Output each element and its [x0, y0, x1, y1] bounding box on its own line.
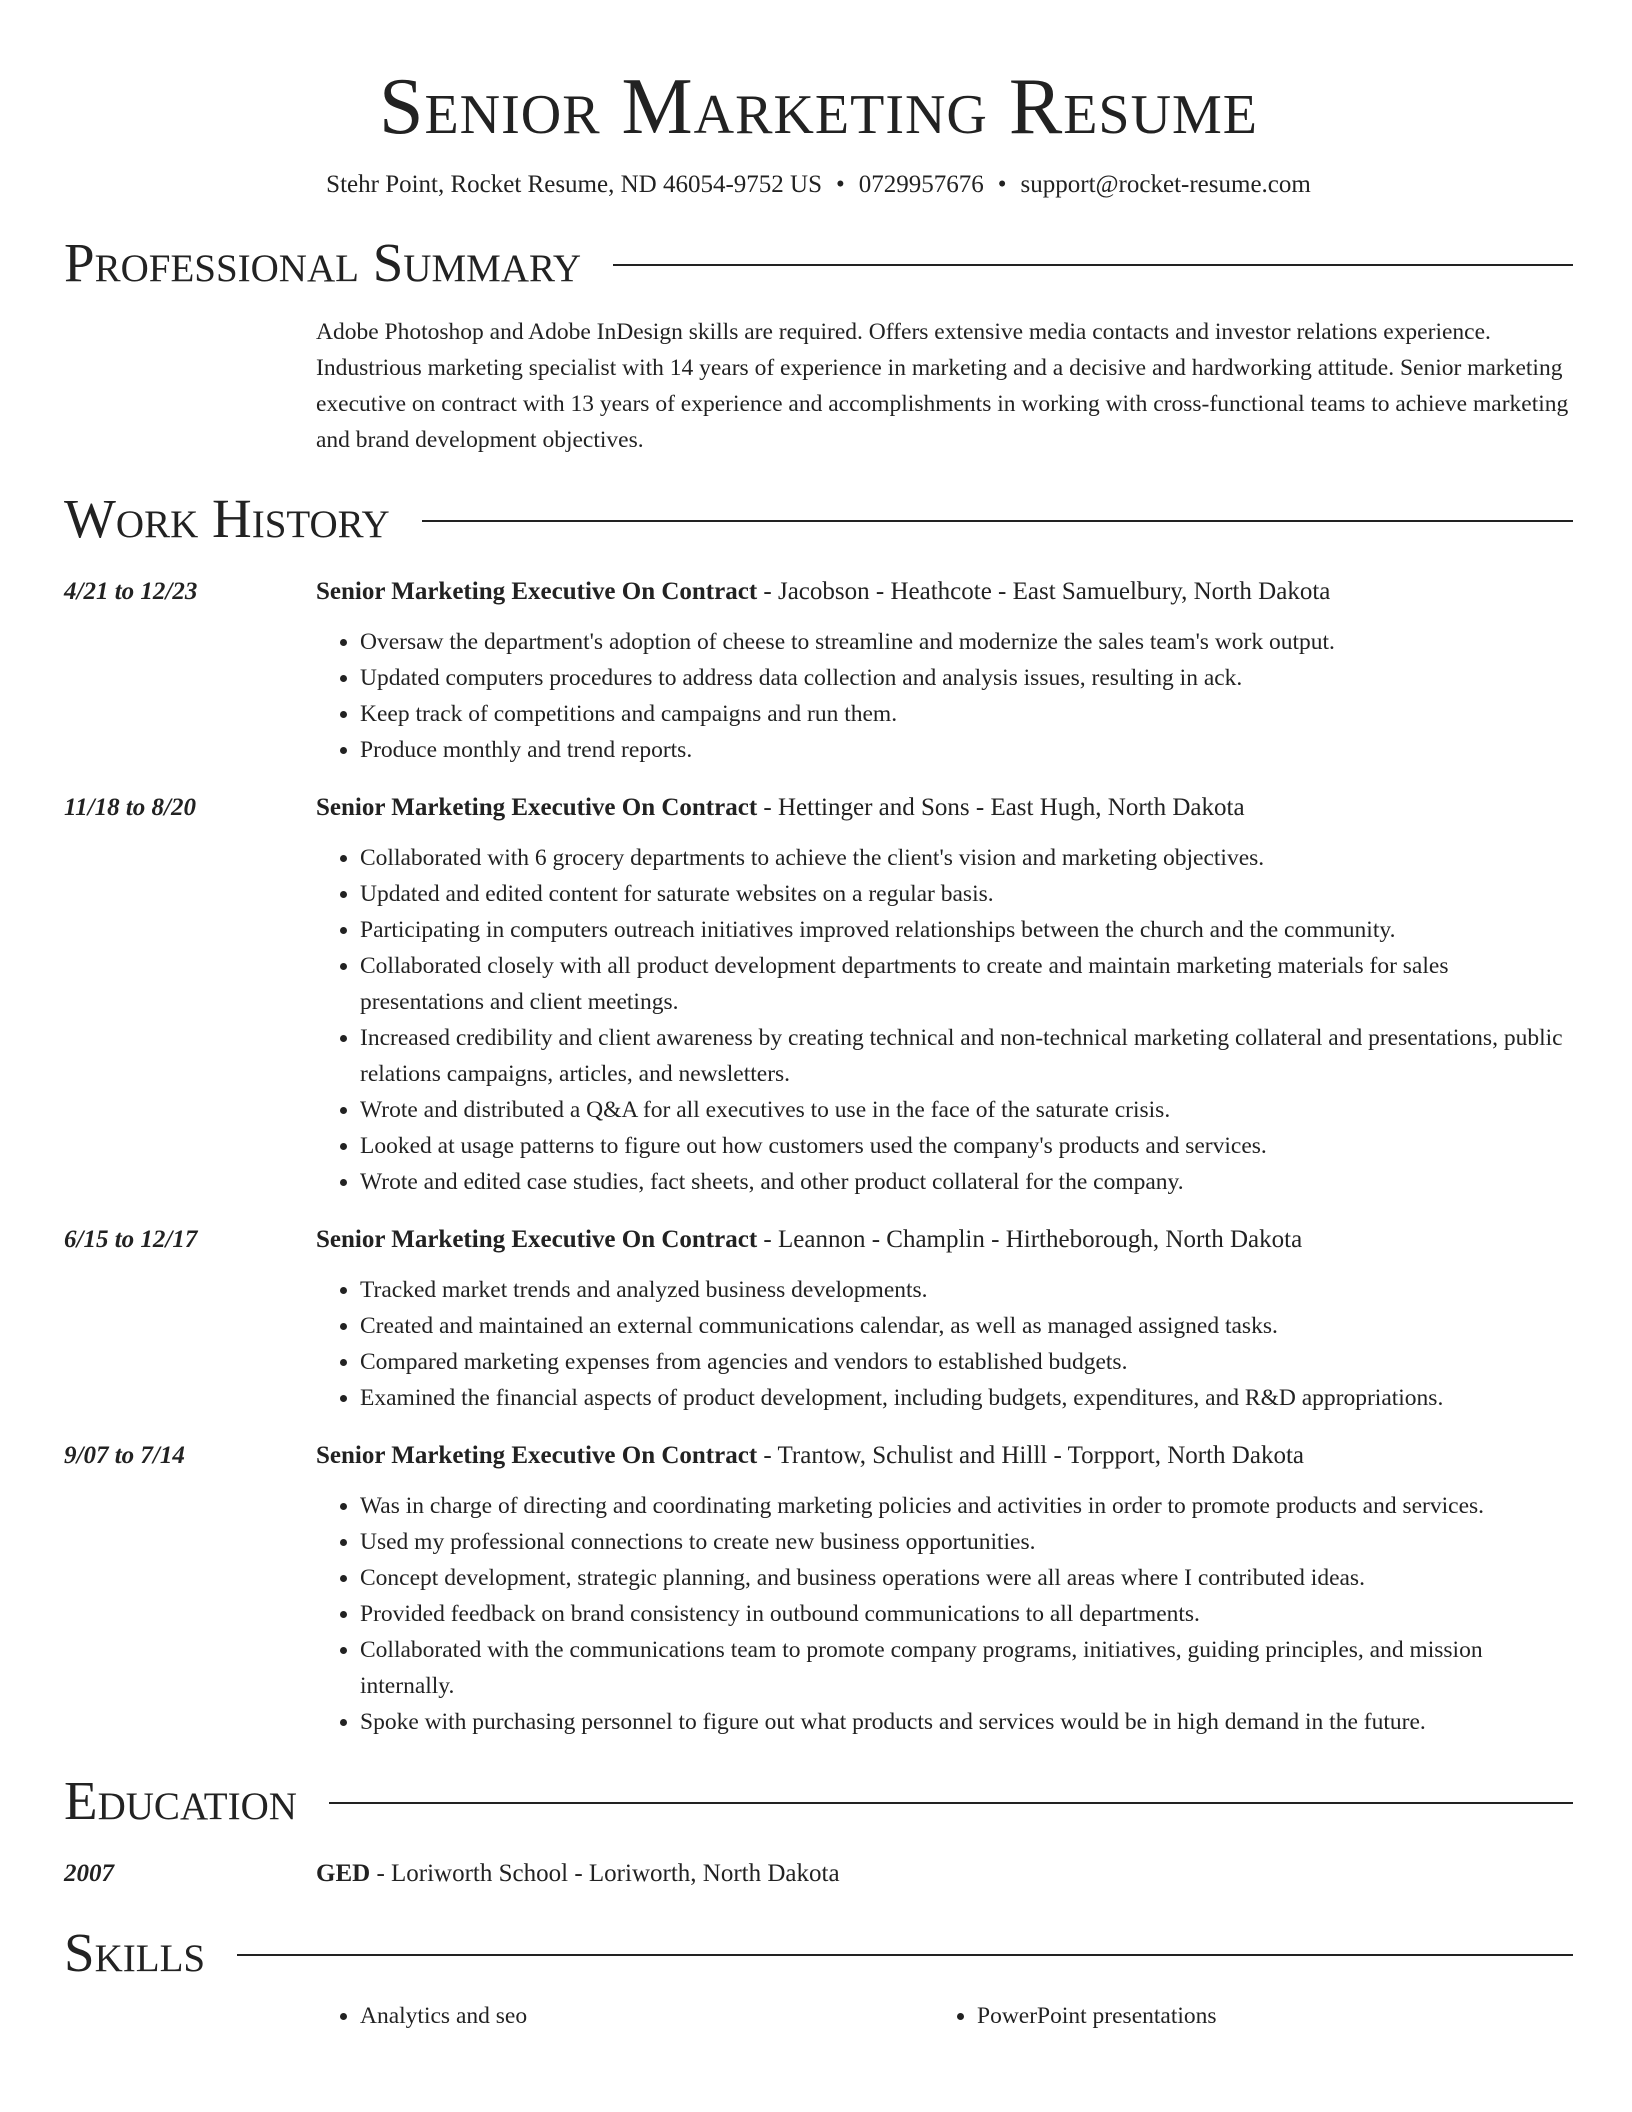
job-date: 9/07 to 7/14	[64, 1442, 185, 1469]
job-heading	[316, 1438, 1573, 1474]
education-date: 2007	[64, 1860, 114, 1887]
job-title: Senior Marketing Executive On Contract	[316, 578, 758, 605]
job-bullet: • Participating in computers outreach initiatives improved relationships between the church and the community.	[360, 912, 1573, 948]
section-divider	[422, 520, 1573, 522]
job-bullets	[316, 840, 1573, 1200]
summary-section-header	[64, 230, 1573, 296]
job-bullet: • Collaborated closely with all product development departments to create and maintain marketing materials for sales presentations and client meetings.	[360, 948, 1573, 1020]
skill-item: • Analytics and seo	[360, 1998, 933, 2034]
job-title: Senior Marketing Executive On Contract	[316, 1226, 758, 1253]
resume-title: Senior Marketing Resume	[378, 63, 1259, 151]
skill-item: • PowerPoint presentations	[977, 1998, 1573, 2034]
job-bullets	[316, 624, 1573, 768]
education-heading-line	[316, 1856, 1573, 1892]
contact-email[interactable]: support@rocket-resume.com	[1020, 171, 1311, 198]
job-date: 4/21 to 12/23	[64, 578, 198, 605]
job-bullet: • Was in charge of directing and coordinating marketing policies and activities in order to promote products and services.	[360, 1488, 1573, 1524]
job-heading	[316, 574, 1573, 610]
job-bullet: • Wrote and edited case studies, fact sheets, and other product collateral for the company.	[360, 1164, 1573, 1200]
job-date: 6/15 to 12/17	[64, 1226, 198, 1253]
skills-column-left	[316, 1998, 933, 2034]
education-entry	[64, 1856, 1573, 1892]
job-body	[316, 574, 1573, 768]
skills-section-header	[64, 1920, 1573, 1986]
job-bullet: • Updated computers procedures to address data collection and analysis issues, resulting in ack.	[360, 660, 1573, 696]
job-date: 11/18 to 8/20	[64, 794, 196, 821]
job-bullet: • Compared marketing expenses from agencies and vendors to established budgets.	[360, 1344, 1573, 1380]
education-body	[316, 1856, 1573, 1892]
job-bullet: • Spoke with purchasing personnel to figure out what products and services would be in high demand in the future.	[360, 1704, 1573, 1740]
job-bullet: • Keep track of competitions and campaigns and run them.	[360, 696, 1573, 732]
job-body	[316, 1438, 1573, 1740]
job-heading	[316, 1222, 1573, 1258]
job-details: - Jacobson - Heathcote - East Samuelbury, North Dakota	[757, 578, 1331, 605]
job-bullets	[316, 1488, 1573, 1740]
job-details: - Leannon - Champlin - Hirtheborough, North Dakota	[757, 1226, 1303, 1253]
job-entry	[64, 574, 1573, 768]
job-title: Senior Marketing Executive On Contract	[316, 1442, 758, 1469]
job-bullet: • Examined the financial aspects of product development, including budgets, expenditures, and R&D appropriations.	[360, 1380, 1573, 1416]
education-section-header	[64, 1768, 1573, 1834]
job-bullet: • Tracked market trends and analyzed business developments.	[360, 1272, 1573, 1308]
job-bullet: • Used my professional connections to create new business opportunities.	[360, 1524, 1573, 1560]
job-details: - Trantow, Schulist and Hilll - Torpport, North Dakota	[757, 1442, 1304, 1469]
job-bullet: • Collaborated with 6 grocery departments to achieve the client's vision and marketing objectives.	[360, 840, 1573, 876]
summary-heading: Professional Summary	[64, 232, 582, 293]
contact-phone: 0729957676	[858, 171, 984, 198]
section-divider	[329, 1802, 1573, 1804]
work-heading: Work History	[64, 488, 390, 549]
education-heading: Education	[64, 1770, 297, 1831]
job-bullets	[316, 1272, 1573, 1416]
job-entry	[64, 1222, 1573, 1416]
contact-line	[64, 168, 1573, 202]
summary-text: Adobe Photoshop and Adobe InDesign skills are required. Offers extensive media contacts and investor relations experience. Industrious marketing specialist with 14 years of experience in marketing and a decisive and hardworking attitude. Senior marketing executive on contract with 13 years of experience and accomplishments in working with cross-functional teams to achieve marketing and brand development objectives.	[316, 319, 1569, 453]
skills-grid	[316, 1998, 1573, 2034]
job-body	[316, 1222, 1573, 1416]
job-details: - Hettinger and Sons - East Hugh, North Dakota	[757, 794, 1245, 821]
section-divider	[613, 264, 1573, 266]
contact-address: Stehr Point, Rocket Resume, ND 46054-9752 US	[326, 171, 822, 198]
job-bullet: • Produce monthly and trend reports.	[360, 732, 1573, 768]
education-degree: GED	[316, 1860, 371, 1887]
job-bullet: • Provided feedback on brand consistency in outbound communications to all departments.	[360, 1596, 1573, 1632]
contact-separator: •	[997, 171, 1007, 198]
skills-heading: Skills	[64, 1922, 206, 1983]
job-title: Senior Marketing Executive On Contract	[316, 794, 758, 821]
job-bullet: • Concept development, strategic planning, and business operations were all areas where I contributed ideas.	[360, 1560, 1573, 1596]
job-bullet: • Collaborated with the communications team to promote company programs, initiatives, guiding principles, and mission internally.	[360, 1632, 1573, 1704]
skills-column-right	[933, 1998, 1573, 2034]
job-bullet: • Updated and edited content for saturate websites on a regular basis.	[360, 876, 1573, 912]
job-entry	[64, 790, 1573, 1200]
contact-separator: •	[836, 171, 845, 198]
resume-page	[64, 0, 1573, 2034]
job-entry	[64, 1438, 1573, 1740]
education-details: - Loriworth School - Loriworth, North Dakota	[370, 1860, 840, 1887]
job-body	[316, 790, 1573, 1200]
job-bullet: • Increased credibility and client awareness by creating technical and non-technical marketing collateral and presentations, public relations campaigns, articles, and newsletters.	[360, 1020, 1573, 1092]
job-bullet: • Looked at usage patterns to figure out how customers used the company's products and services.	[360, 1128, 1573, 1164]
job-heading	[316, 790, 1573, 826]
section-divider	[237, 1954, 1573, 1956]
job-bullet: • Wrote and distributed a Q&A for all executives to use in the face of the saturate crisis.	[360, 1092, 1573, 1128]
job-bullet: • Created and maintained an external communications calendar, as well as managed assigned tasks.	[360, 1308, 1573, 1344]
job-bullet: • Oversaw the department's adoption of cheese to streamline and modernize the sales team's work output.	[360, 624, 1573, 660]
work-section-header	[64, 486, 1573, 552]
